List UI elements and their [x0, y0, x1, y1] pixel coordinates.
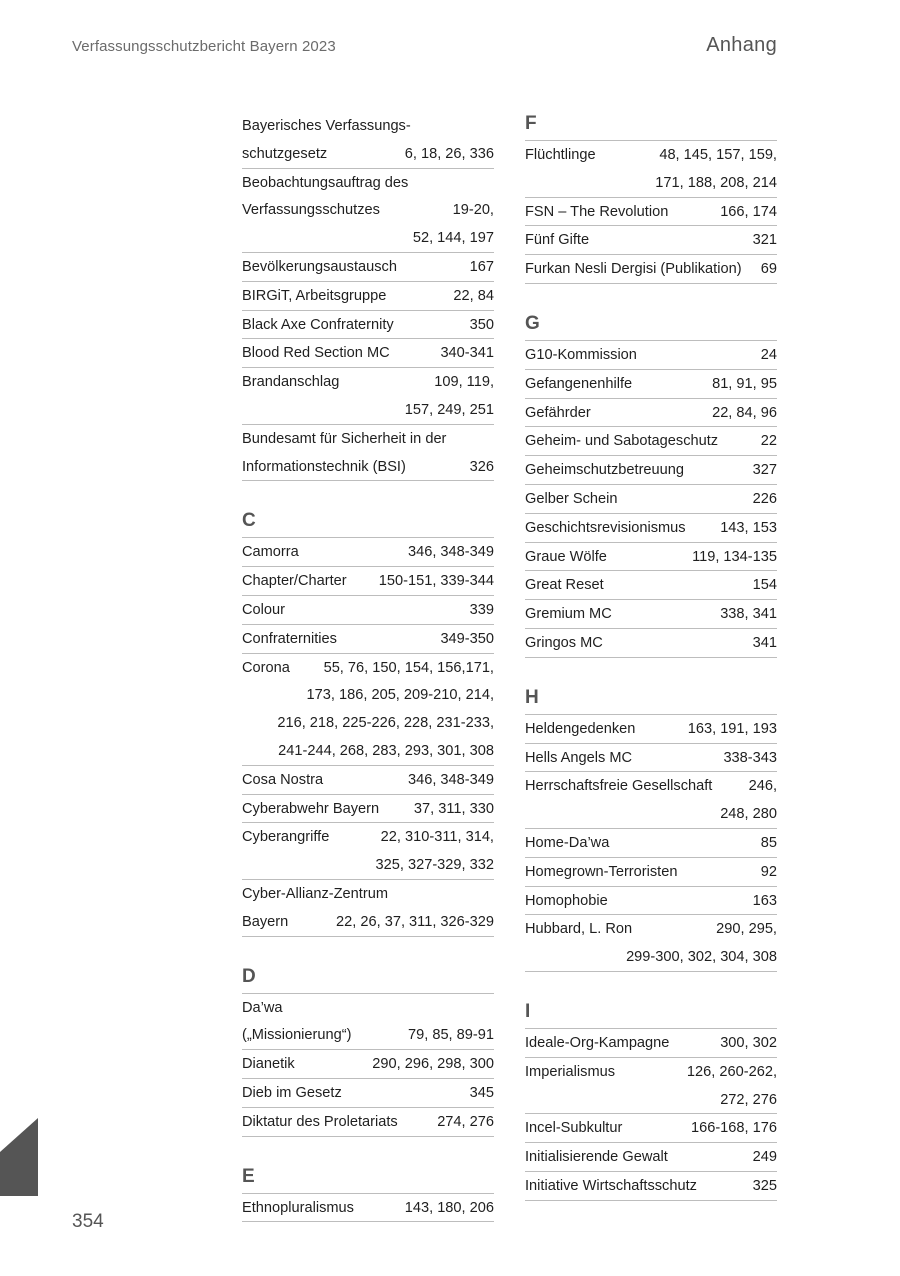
index-term: Homegrown-Terroristen — [525, 863, 678, 880]
index-term: Hubbard, L. Ron — [525, 921, 633, 938]
index-term: Geheim- und Sabotageschutz — [525, 433, 719, 450]
index-entry-line — [242, 112, 494, 140]
index-term: Corona — [242, 659, 290, 676]
index-term: Brandanschlag — [242, 374, 340, 391]
index-page-refs: 274, 276 — [437, 1113, 494, 1130]
index-page-refs: 173, 186, 205, 209-210, 214, — [306, 687, 494, 704]
index-page-refs: 340-341 — [440, 345, 494, 362]
index-entry-line — [525, 341, 777, 369]
index-page-refs: 246, — [748, 778, 777, 795]
index-entry — [525, 629, 777, 658]
section-title: Anhang — [706, 34, 777, 56]
index-term: Hells Angels MC — [525, 749, 633, 766]
index-entry — [525, 514, 777, 543]
index-entry — [242, 339, 494, 368]
index-entry — [525, 226, 777, 255]
index-entry-line — [525, 715, 777, 743]
index-page-refs: 55, 76, 150, 154, 156,171, — [323, 659, 494, 676]
index-term: Initialisierende Gewalt — [525, 1149, 668, 1166]
index-entry — [242, 823, 494, 880]
index-page-refs: 345 — [469, 1084, 494, 1101]
index-term: Ideale-Org-Kampagne — [525, 1034, 670, 1051]
index-term: Bayerisches Verfassungs- — [242, 118, 411, 134]
index-term: Verfassungsschutzes — [242, 202, 380, 219]
index-entry — [525, 485, 777, 514]
index-page-refs: 52, 144, 197 — [412, 230, 494, 247]
index-page-refs: 290, 296, 298, 300 — [372, 1056, 494, 1073]
index-page-refs: 150-151, 339-344 — [378, 573, 494, 590]
section-spacer — [525, 284, 777, 312]
index-page-refs: 241-244, 268, 283, 293, 301, 308 — [278, 742, 494, 759]
index-entry — [525, 1058, 777, 1115]
index-entry-line — [525, 915, 777, 943]
index-entry — [525, 1114, 777, 1143]
index-entry — [525, 1172, 777, 1201]
index-entry — [242, 880, 494, 937]
index-term: Graue Wölfe — [525, 548, 607, 565]
index-term: Bundesamt für Sicherheit in der — [242, 430, 447, 447]
index-entry-line — [525, 887, 777, 915]
index-page-refs: 272, 276 — [720, 1091, 777, 1108]
index-page-refs: 126, 260-262, — [686, 1063, 777, 1080]
index-term: Gremium MC — [525, 606, 612, 623]
index-entry-line — [242, 396, 494, 424]
index-entry — [242, 567, 494, 596]
index-entry-line — [242, 908, 494, 936]
index-page-refs: 109, 119, — [434, 374, 494, 391]
index-entry-line — [525, 829, 777, 857]
index-entry — [242, 1050, 494, 1079]
index-entry-line — [525, 1086, 777, 1114]
index-term: Herrschaftsfreie Gesellschaft — [525, 778, 713, 795]
index-entry — [242, 625, 494, 654]
index-entry — [242, 368, 494, 425]
index-page-refs: 350 — [469, 316, 494, 333]
index-column-right — [525, 112, 777, 1201]
index-entry — [525, 1029, 777, 1058]
index-entry — [242, 253, 494, 282]
index-term: Bayern — [242, 913, 289, 930]
index-entry — [242, 1108, 494, 1137]
index-term: Incel-Subkultur — [525, 1120, 623, 1137]
index-term: BIRGiT, Arbeitsgruppe — [242, 287, 387, 304]
index-entry — [525, 744, 777, 773]
index-entry-line — [525, 226, 777, 254]
index-entry-line — [242, 425, 494, 453]
index-entry — [242, 1194, 494, 1223]
index-term: FSN – The Revolution — [525, 203, 669, 220]
index-column-left — [242, 112, 494, 1222]
index-entry-line — [525, 600, 777, 628]
index-page-refs: 22, 310-311, 314, — [380, 829, 494, 846]
index-entry — [525, 255, 777, 284]
index-letter-heading: D — [242, 965, 494, 994]
index-entry-line — [242, 654, 494, 682]
index-page-refs: 79, 85, 89-91 — [407, 1027, 494, 1044]
index-entry — [525, 543, 777, 572]
index-page-refs: 248, 280 — [720, 806, 777, 823]
index-entry-line — [525, 744, 777, 772]
index-page-refs: 346, 348-349 — [407, 771, 494, 788]
index-entry — [242, 596, 494, 625]
chapter-tab-marker — [0, 1118, 38, 1196]
index-entry — [242, 538, 494, 567]
index-entry-line — [242, 224, 494, 252]
index-term: Blood Red Section MC — [242, 345, 390, 362]
index-entry — [242, 994, 494, 1051]
index-term: Confraternities — [242, 630, 337, 647]
index-page-refs: 85 — [760, 834, 777, 851]
index-term: Fünf Gifte — [525, 232, 590, 249]
index-term: schutzgesetz — [242, 145, 328, 162]
index-entry-line — [525, 141, 777, 169]
index-entry-line — [242, 538, 494, 566]
index-entry — [242, 311, 494, 340]
section-spacer — [242, 481, 494, 509]
index-page-refs: 163, 191, 193 — [687, 720, 777, 737]
index-entry-line — [525, 427, 777, 455]
index-entry-line — [242, 1050, 494, 1078]
index-entry-line — [242, 339, 494, 367]
index-page-refs: 326 — [469, 458, 494, 475]
index-entry-line — [525, 571, 777, 599]
index-entry-line — [525, 1029, 777, 1057]
index-entry-line — [242, 567, 494, 595]
index-term: Gefangenenhilfe — [525, 375, 633, 392]
index-term: Camorra — [242, 544, 299, 561]
index-term: Great Reset — [525, 577, 604, 594]
index-entry — [525, 370, 777, 399]
index-term: („Missionierung“) — [242, 1027, 352, 1044]
index-entry — [525, 915, 777, 972]
index-page-refs: 325 — [752, 1177, 777, 1194]
section-spacer — [242, 1137, 494, 1165]
index-entry-line — [242, 169, 494, 197]
index-entry-line — [242, 1108, 494, 1136]
index-term: Black Axe Confraternity — [242, 316, 394, 333]
index-term: Heldengedenken — [525, 720, 636, 737]
index-entry — [525, 141, 777, 198]
index-page-refs: 22, 84, 96 — [712, 404, 777, 421]
index-entry — [525, 198, 777, 227]
index-entry-line — [242, 282, 494, 310]
index-term: Beobachtungsauftrag des — [242, 174, 409, 191]
index-page-refs: 69 — [760, 261, 777, 278]
running-header-title: Verfassungsschutzbericht Bayern 2023 — [72, 38, 336, 55]
index-entry — [525, 399, 777, 428]
index-letter-heading: F — [525, 112, 777, 141]
index-entry — [242, 169, 494, 253]
index-entry-line — [525, 1143, 777, 1171]
index-page-refs: 216, 218, 225-226, 228, 231-233, — [277, 715, 494, 732]
index-entry — [242, 112, 494, 169]
index-term: Gringos MC — [525, 634, 603, 651]
index-entry — [525, 1143, 777, 1172]
index-entry-line — [242, 1079, 494, 1107]
index-entry-line — [242, 681, 494, 709]
index-entry — [525, 715, 777, 744]
index-page-refs: 349-350 — [440, 630, 494, 647]
index-term: Imperialismus — [525, 1063, 616, 1080]
page-number: 354 — [72, 1211, 104, 1232]
index-page-refs: 338, 341 — [720, 606, 777, 623]
index-entry — [525, 427, 777, 456]
index-term: Gelber Schein — [525, 490, 618, 507]
section-spacer — [525, 972, 777, 1000]
index-page-refs: 163 — [752, 892, 777, 909]
index-term: Home-Da’wa — [525, 834, 610, 851]
index-term: Da’wa — [242, 999, 283, 1016]
index-entry — [525, 600, 777, 629]
index-entry-line — [242, 994, 494, 1022]
index-term: Cyber-Allianz-Zentrum — [242, 885, 388, 902]
index-entry-line — [242, 625, 494, 653]
index-page-refs: 48, 145, 157, 159, — [659, 147, 777, 163]
index-entry-line — [525, 485, 777, 513]
index-entry — [525, 772, 777, 829]
index-entry-line — [525, 858, 777, 886]
index-term: Chapter/Charter — [242, 573, 347, 590]
index-entry-line — [525, 800, 777, 828]
index-entry-line — [525, 772, 777, 800]
index-entry — [525, 829, 777, 858]
index-entry — [242, 425, 494, 482]
section-spacer — [242, 937, 494, 965]
index-page-refs: 22, 26, 37, 311, 326-329 — [336, 913, 494, 930]
index-entry — [525, 887, 777, 916]
index-entry-line — [242, 737, 494, 765]
index-entry — [525, 456, 777, 485]
index-page-refs: 19-20, — [452, 202, 494, 219]
index-letter-heading: I — [525, 1000, 777, 1029]
index-term: Diktatur des Proletariats — [242, 1113, 398, 1130]
index-entry-line — [242, 311, 494, 339]
index-term: Flüchtlinge — [525, 147, 596, 163]
section-spacer — [525, 658, 777, 686]
index-term: Colour — [242, 601, 285, 618]
index-entry-line — [242, 766, 494, 794]
index-letter-heading: G — [525, 312, 777, 341]
index-entry-line — [242, 596, 494, 624]
index-term: G10-Kommission — [525, 346, 637, 363]
index-term: Geheimschutzbetreuung — [525, 462, 685, 479]
index-term: Gefährder — [525, 404, 591, 421]
index-entry-line — [242, 253, 494, 281]
index-page-refs: 119, 134-135 — [692, 548, 777, 565]
index-page-refs: 249 — [752, 1149, 777, 1166]
index-entry-line — [525, 255, 777, 283]
index-page-refs: 143, 153 — [720, 519, 777, 536]
index-page-refs: 339 — [469, 601, 494, 618]
index-term: Homophobie — [525, 892, 608, 909]
index-entry-line — [525, 399, 777, 427]
index-page-refs: 37, 311, 330 — [413, 800, 494, 817]
index-entry-line — [525, 629, 777, 657]
index-entry — [242, 654, 494, 766]
index-entry-line — [242, 880, 494, 908]
index-page-refs: 321 — [752, 232, 777, 249]
index-page-refs: 22 — [760, 433, 777, 450]
index-page-refs: 154 — [752, 577, 777, 594]
index-entry-line — [242, 453, 494, 481]
index-term: Furkan Nesli Dergisi (Publikation) — [525, 261, 742, 278]
index-page-refs: 325, 327-329, 332 — [375, 857, 494, 874]
index-page-refs: 143, 180, 206 — [404, 1199, 494, 1216]
index-entry-line — [525, 1114, 777, 1142]
index-term: Dieb im Gesetz — [242, 1084, 342, 1101]
index-page-refs: 300, 302 — [720, 1034, 777, 1051]
index-page-refs: 338-343 — [723, 749, 777, 766]
index-entry-line — [525, 456, 777, 484]
index-entry-line — [242, 1021, 494, 1049]
index-page-refs: 226 — [752, 490, 777, 507]
index-page-refs: 171, 188, 208, 214 — [655, 174, 777, 191]
index-term: Ethnopluralismus — [242, 1199, 354, 1216]
index-entry — [242, 795, 494, 824]
index-page-refs: 166-168, 176 — [690, 1120, 777, 1137]
index-page-refs: 24 — [760, 346, 777, 363]
index-entry-line — [242, 795, 494, 823]
index-entry-line — [525, 543, 777, 571]
index-page-refs: 6, 18, 26, 336 — [404, 145, 494, 162]
index-entry-line — [525, 370, 777, 398]
index-entry-line — [525, 198, 777, 226]
index-entry-line — [242, 709, 494, 737]
index-page-refs: 327 — [752, 462, 777, 479]
index-entry-line — [525, 943, 777, 971]
index-page-refs: 22, 84 — [453, 287, 494, 304]
index-entry — [242, 1079, 494, 1108]
index-page-refs: 341 — [752, 634, 777, 651]
index-entry-line — [525, 1058, 777, 1086]
index-term: Dianetik — [242, 1056, 295, 1073]
index-entry — [525, 858, 777, 887]
index-term: Cosa Nostra — [242, 771, 324, 788]
index-term: Cyberangriffe — [242, 829, 330, 846]
index-entry — [525, 571, 777, 600]
index-page-refs: 290, 295, — [716, 921, 777, 938]
index-entry-line — [242, 196, 494, 224]
index-page-refs: 299-300, 302, 304, 308 — [626, 949, 777, 966]
index-page-refs: 166, 174 — [720, 203, 777, 220]
index-entry-line — [242, 851, 494, 879]
index-term: Geschichtsrevisionismus — [525, 519, 686, 536]
index-page-refs: 346, 348-349 — [407, 544, 494, 561]
index-entry — [242, 766, 494, 795]
index-page-refs: 157, 249, 251 — [404, 401, 494, 418]
index-letter-heading: H — [525, 686, 777, 715]
index-entry-line — [242, 823, 494, 851]
index-page-refs: 167 — [469, 258, 494, 275]
index-entry-line — [525, 514, 777, 542]
index-letter-heading: C — [242, 509, 494, 538]
index-entry-line — [525, 1172, 777, 1200]
index-entry-line — [525, 169, 777, 197]
index-entry-line — [242, 1194, 494, 1222]
index-page-refs: 81, 91, 95 — [712, 375, 777, 392]
index-term: Initiative Wirtschaftsschutz — [525, 1177, 697, 1194]
index-entry — [242, 282, 494, 311]
index-entry-line — [242, 368, 494, 396]
index-term: Bevölkerungsaustausch — [242, 258, 397, 275]
index-entry-line — [242, 140, 494, 168]
index-term: Cyberabwehr Bayern — [242, 800, 380, 817]
index-page-refs: 92 — [760, 863, 777, 880]
index-entry — [525, 341, 777, 370]
index-term: Informationstechnik (BSI) — [242, 458, 406, 475]
index-letter-heading: E — [242, 1165, 494, 1194]
